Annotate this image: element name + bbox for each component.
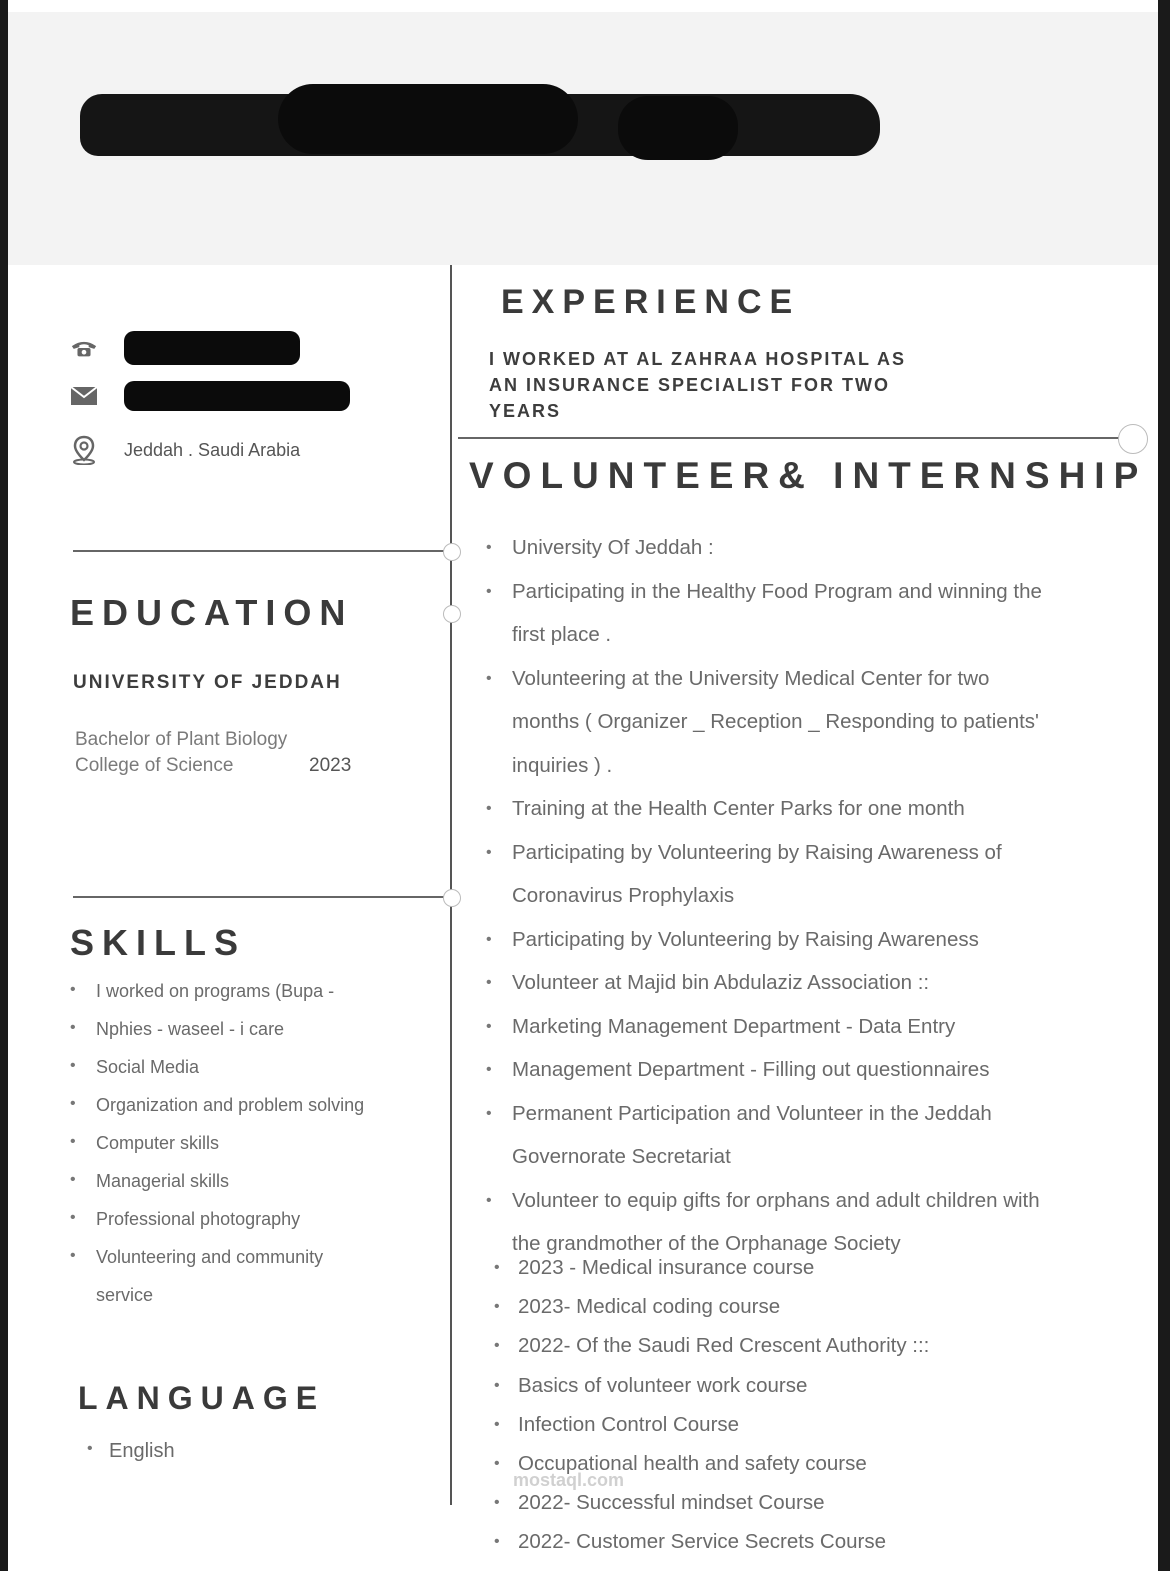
skill-item: • Social Media	[74, 1057, 364, 1095]
volunteer-item-continuation: the grandmother of the Orphanage Society	[512, 1232, 901, 1255]
contact-phone	[70, 333, 300, 363]
redacted-name-stroke	[618, 96, 738, 160]
courses-list	[518, 1248, 929, 1562]
left-divider-2	[73, 896, 451, 898]
column-divider	[450, 265, 452, 1505]
right-divider	[458, 437, 1122, 439]
volunteer-item: • Training at the Health Center Parks for one month	[512, 787, 1042, 831]
volunteer-item: • Volunteering at the University Medical Center for two	[512, 657, 1042, 701]
redacted-name-stroke	[278, 84, 578, 154]
course-item: • 2023- Medical coding course	[518, 1287, 929, 1326]
education-heading: EDUCATION	[70, 592, 354, 633]
course-item: • 2023 - Medical insurance course	[518, 1248, 929, 1287]
volunteer-item: • Participating by Volunteering by Raising Awareness of	[512, 831, 1042, 875]
volunteer-item-continuation: Governorate Secretariat	[512, 1145, 731, 1168]
skill-item-continuation: service	[96, 1285, 154, 1305]
resume-page	[8, 0, 1158, 1571]
course-item: • Basics of volunteer work course	[518, 1366, 929, 1405]
course-item: • 2022- Customer Service Secrets Course	[518, 1522, 929, 1561]
language-item: • English	[109, 1440, 175, 1463]
skill-item: • Organization and problem solving	[74, 1095, 364, 1133]
volunteer-item: • University Of Jeddah :	[512, 526, 1042, 570]
contact-location	[70, 435, 300, 465]
skill-item: • Managerial skills	[74, 1171, 364, 1209]
redacted-phone	[124, 331, 300, 365]
volunteer-item-continuation: inquiries ) .	[512, 753, 613, 777]
divider-node	[443, 889, 461, 907]
skill-item: • I worked on programs (Bupa -	[74, 981, 364, 1019]
experience-heading: EXPERIENCE	[501, 283, 801, 321]
course-item: • Occupational health and safety course	[518, 1444, 929, 1483]
location-pin-icon	[70, 436, 98, 464]
education-year: 2023	[309, 755, 352, 776]
experience-line: YEARS	[489, 401, 562, 421]
course-item: • 2022- Of the Saudi Red Crescent Authority :::	[518, 1326, 929, 1365]
language-list	[109, 1440, 175, 1463]
phone-icon	[70, 334, 98, 362]
redacted-email	[124, 381, 350, 411]
experience-line: AN INSURANCE SPECIALIST FOR TWO	[489, 375, 891, 395]
divider-node	[443, 543, 461, 561]
volunteer-item: • Permanent Participation and Volunteer in the Jeddah	[512, 1092, 1042, 1136]
volunteer-item-continuation: Coronavirus Prophylaxis	[512, 884, 735, 907]
education-college: College of Science	[75, 755, 234, 776]
volunteer-item: • Management Department - Filling out questionnaires	[512, 1048, 1042, 1092]
volunteer-list	[512, 526, 1042, 1266]
volunteer-item: • Participating in the Healthy Food Program and winning the	[512, 570, 1042, 614]
volunteer-item: • Marketing Management Department - Data Entry	[512, 1005, 1042, 1049]
course-item: • Infection Control Course	[518, 1405, 929, 1444]
watermark: mostaql.com	[513, 1470, 625, 1490]
left-divider-1	[73, 550, 451, 552]
volunteer-item: • Volunteer at Majid bin Abdulaziz Association ::	[512, 961, 1042, 1005]
skill-item: • Professional photography	[74, 1209, 364, 1247]
contact-email	[70, 381, 350, 411]
skill-item: • Nphies - waseel - i care	[74, 1019, 364, 1057]
education-degree: Bachelor of Plant Biology	[75, 729, 288, 750]
volunteer-item: • Participating by Volunteering by Raising Awareness	[512, 918, 1042, 962]
course-item: • 2022- Successful mindset Course	[518, 1483, 929, 1522]
skills-heading: SKILLS	[70, 922, 247, 963]
education-university: UNIVERSITY OF JEDDAH	[73, 672, 342, 693]
language-heading: LANGUAGE	[78, 1380, 326, 1416]
header-band	[8, 12, 1158, 265]
volunteer-item-continuation: first place .	[512, 623, 612, 646]
skill-item: • Computer skills	[74, 1133, 364, 1171]
mail-icon	[70, 382, 98, 410]
location-text: Jeddah . Saudi Arabia	[124, 439, 301, 460]
skills-list	[74, 981, 364, 1323]
volunteer-heading: VOLUNTEER& INTERNSHIP	[469, 455, 1148, 496]
divider-node	[1118, 424, 1148, 454]
skill-item: • Volunteering and community	[74, 1247, 364, 1285]
divider-node	[443, 605, 461, 623]
experience-line: I WORKED AT AL ZAHRAA HOSPITAL AS	[489, 349, 906, 369]
volunteer-item: • Volunteer to equip gifts for orphans and adult children with	[512, 1179, 1042, 1223]
volunteer-item-continuation: months ( Organizer _ Reception _ Responding to patients'	[512, 710, 1039, 733]
